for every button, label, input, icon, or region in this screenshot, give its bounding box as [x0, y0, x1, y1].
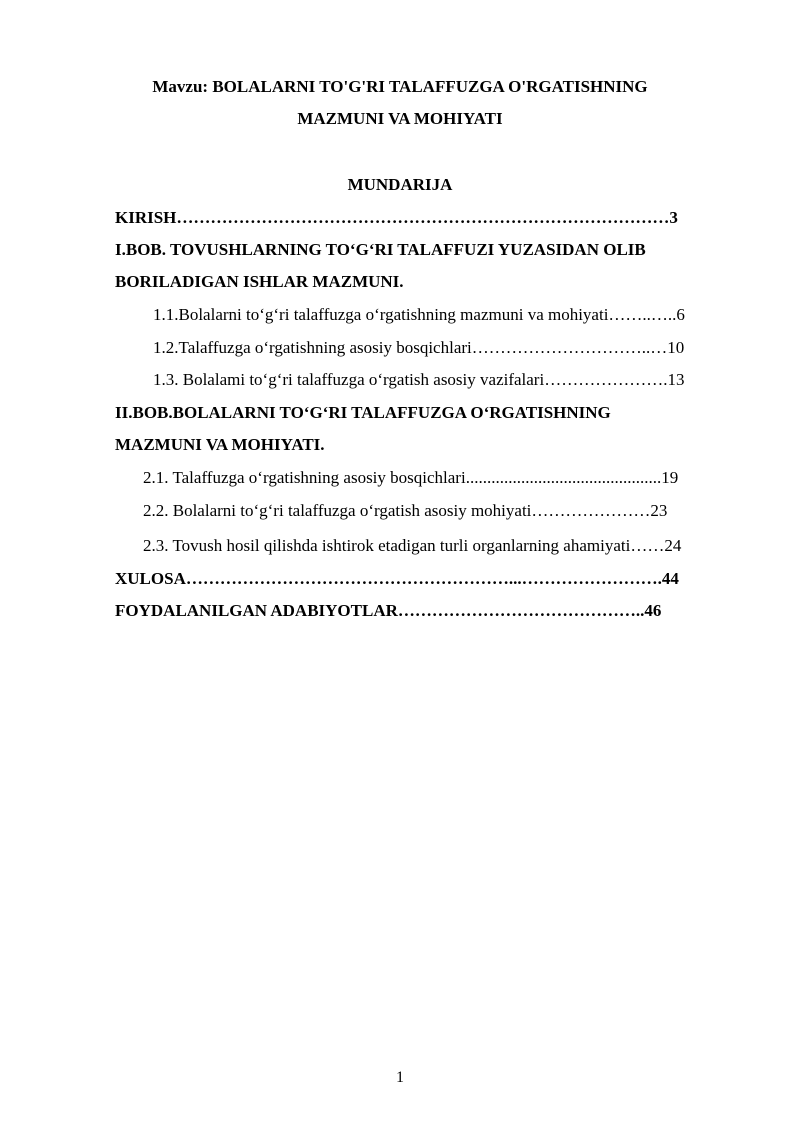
document-title-line-2: MAZMUNI VA MOHIYATI: [297, 109, 503, 128]
document-title-line-1: Mavzu: BOLALARNI TO'G'RI TALAFFUZGA O'RGATISHNING: [152, 77, 648, 96]
toc-entry-1-3: 1.3. Bolalami to‘g‘ri talaffuzga o‘rgatish asosiy vazifalari………………….13: [153, 370, 685, 389]
toc-heading: MUNDARIJA: [347, 175, 453, 194]
toc-chapter-2-line-1: II.BOB.BOLALARNI TO‘G‘RI TALAFFUZGA O‘RGATISHNING: [115, 403, 611, 422]
toc-entry-kirish: KIRISH……………………………………………………………………………3: [115, 208, 678, 227]
page-number: 1: [396, 1069, 404, 1086]
toc-entry-2-3: 2.3. Tovush hosil qilishda ishtirok etadigan turli organlarning ahamiyati……24: [143, 536, 682, 555]
toc-entry-2-1: 2.1. Talaffuzga o‘rgatishning asosiy bosqichlari..............................................19: [143, 468, 679, 487]
toc-entry-1-2: 1.2.Talaffuzga o‘rgatishning asosiy bosqichlari…………………………..…10: [153, 338, 685, 357]
toc-entry-xulosa: XULOSA…………………………………………………...…………………….44: [115, 569, 679, 588]
toc-chapter-1-line-2: BORILADIGAN ISHLAR MAZMUNI.: [115, 272, 404, 291]
toc-chapter-2-line-2: MAZMUNI VA MOHIYATI.: [115, 435, 325, 454]
toc-entry-1-1: 1.1.Bolalarni to‘g‘ri talaffuzga o‘rgatishning mazmuni va mohiyati……..…..6: [153, 305, 685, 324]
toc-chapter-1-line-1: I.BOB. TOVUSHLARNING TO‘G‘RI TALAFFUZI YUZASIDAN OLIB: [115, 240, 646, 259]
toc-entry-2-2: 2.2. Bolalarni to‘g‘ri talaffuzga o‘rgatish asosiy mohiyati…………………23: [143, 501, 668, 520]
toc-entry-adabiyotlar: FOYDALANILGAN ADABIYOTLAR……………………………………..46: [115, 601, 662, 620]
